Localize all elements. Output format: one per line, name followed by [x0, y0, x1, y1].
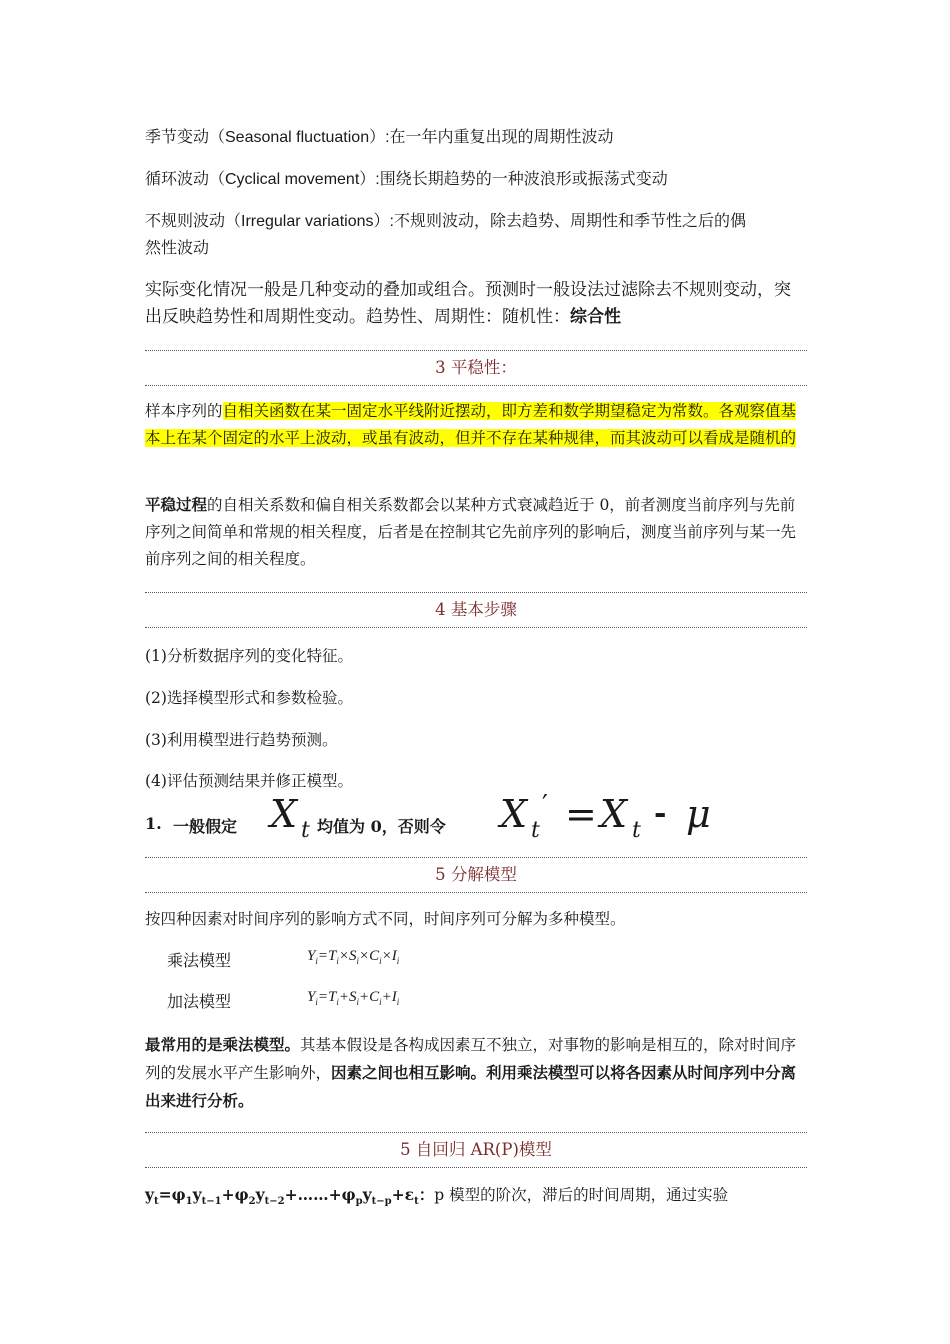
c-var: C [369, 948, 380, 964]
stationary-process-bold: 平稳过程 [145, 495, 208, 514]
phi-var: φ [341, 1185, 356, 1204]
sub: t [154, 1196, 159, 1208]
op: = [158, 1185, 172, 1204]
sub: i [356, 997, 359, 1007]
y-var: y [145, 1185, 155, 1204]
summary-paragraph [145, 277, 807, 331]
multiplicative-explanation [145, 1031, 807, 1115]
i-var: I [391, 989, 397, 1005]
sub: 1 [185, 1196, 193, 1208]
y-var: y [362, 1185, 372, 1204]
equals-sign: = [565, 792, 597, 836]
section-heading-stationarity: 3 平稳性： [145, 350, 807, 386]
irregular-definition-line2: 然性波动 [145, 240, 210, 257]
op: = [317, 948, 328, 964]
irregular-definition-line1: 不规则波动（Irregular variations）:不规则波动，除去趋势、周期性和季节性之后的偶 [145, 213, 746, 230]
seasonal-definition: 季节变动（Seasonal fluctuation）:在一年内重复出现的周期性波动 [145, 129, 614, 146]
multiplicative-formula [307, 948, 399, 966]
t-subscript: t [301, 818, 310, 843]
explanation-text: 其基本假设是各构成因素互不独立，对事物的影响是相互的，除对时间序列的发展水平产生影响外， [145, 1036, 797, 1082]
mu-symbol: μ [686, 792, 711, 836]
stationary-process-paragraph [145, 491, 807, 573]
ar-formula [145, 1185, 435, 1208]
op: + [338, 989, 349, 1005]
assumption-number: 1. [145, 814, 162, 833]
section-heading-ar-model: 5 自回归 AR(P)模型 [145, 1132, 807, 1168]
stationary-process-text: 的自相关系数和偏自相关系数都会以某种方式衰减趋近于 0，前者测度当前序列与先前序列之间简单和常规的相关程度，后者是在控制其它先前序列的影响后，测度当前序列与某一先前序列之间的相关程度。 [145, 496, 797, 568]
t-subscript: t [531, 818, 540, 843]
multiplicative-model [167, 948, 807, 975]
sub: t [414, 1196, 419, 1208]
sub: t−2 [264, 1196, 285, 1208]
op: + [391, 1185, 405, 1204]
additive-model [167, 989, 807, 1016]
y-var: y [192, 1185, 202, 1204]
op: + [358, 989, 370, 1005]
minus-sign: - [654, 796, 667, 831]
sub: t−1 [201, 1196, 222, 1208]
assumption-label: 一般假定 [173, 817, 238, 836]
section-heading-basic-steps: 4 基本步骤 [145, 592, 807, 628]
x-symbol: X [600, 792, 628, 836]
step-item: (1)分析数据序列的变化特征。 [145, 647, 353, 665]
additive-model-name: 加法模型 [167, 992, 232, 1011]
additive-formula [307, 989, 399, 1007]
x-symbol: X [270, 792, 298, 836]
sub: 2 [248, 1196, 256, 1208]
phi-var: φ [171, 1185, 186, 1204]
zero-mean-assumption [145, 790, 807, 850]
sub: i [396, 956, 400, 966]
sub: i [336, 997, 339, 1007]
op: + [221, 1185, 235, 1204]
ellipsis: …… [297, 1185, 329, 1204]
epsilon-var: ε [404, 1185, 415, 1204]
sub: i [396, 997, 400, 1007]
stationarity-paragraph [145, 398, 807, 452]
sub: i [315, 956, 318, 966]
multiplicative-model-name: 乘法模型 [167, 951, 232, 970]
t-subscript: t [632, 818, 641, 843]
sub: i [356, 956, 359, 966]
s-var: S [348, 948, 357, 964]
c-var: C [369, 989, 380, 1005]
cyclical-definition: 循环波动（Cyclical movement）:围绕长期趋势的一种波浪形或振荡式变动 [145, 171, 668, 188]
sub: i [379, 956, 382, 966]
prime-mark: ′ [542, 790, 548, 820]
op: + [381, 989, 392, 1005]
t-var: T [327, 948, 337, 964]
x-prime-symbol: X [500, 792, 528, 836]
step-item: (2)选择模型形式和参数检验。 [145, 689, 353, 707]
op: × [358, 948, 370, 964]
summary-text: 实际变化情况一般是几种变动的叠加或组合。预测时一般设法过滤除去不规则变动，突出反映趋势性和周期性变动。趋势性、周期性：随机性： [145, 280, 791, 327]
decomposition-intro: 按四种因素对时间序列的影响方式不同，时间序列可分解为多种模型。 [145, 910, 626, 928]
explanation-bold-tail: 因素之间也相互影响。利用乘法模型可以将各因素从时间序列中分离出来进行分析。 [145, 1063, 797, 1110]
y-var: Y [307, 989, 316, 1005]
explanation-bold-lead: 最常用的是乘法模型。 [145, 1035, 301, 1054]
phi-var: φ [234, 1185, 249, 1204]
sub: i [315, 997, 318, 1007]
step-item: (4)评估预测结果并修正模型。 [145, 772, 353, 790]
y-var: Y [307, 948, 316, 964]
sub: i [379, 997, 382, 1007]
stationarity-highlight: 自相关函数在某一固定水平线附近摆动，即方差和数学期望稳定为常数。各观察值基本上在某个固定的水平上波动，或虽有波动，但并不存在某种规律，而其波动可以看成是随机的 [145, 402, 797, 447]
op: × [381, 948, 392, 964]
sub: i [336, 956, 339, 966]
op: = [317, 989, 328, 1005]
ar-model-equation [145, 1181, 807, 1215]
sub: t−p [371, 1196, 392, 1208]
stationarity-prefix: 样本序列的 [145, 402, 223, 420]
i-var: I [391, 948, 397, 964]
op: + [328, 1185, 342, 1204]
step-item: (3)利用模型进行趋势预测。 [145, 731, 338, 749]
summary-bold: 综合性 [570, 307, 621, 327]
y-var: y [255, 1185, 265, 1204]
ar-description: p 模型的阶次，滞后的时间周期，通过实验 [434, 1186, 729, 1204]
op: + [284, 1185, 298, 1204]
t-var: T [327, 989, 337, 1005]
assumption-condition: 均值为 0，否则令 [317, 817, 446, 836]
colon: ： [418, 1185, 435, 1204]
section-heading-decomposition: 5 分解模型 [145, 857, 807, 893]
sub: p [355, 1196, 363, 1208]
s-var: S [348, 989, 357, 1005]
op: × [338, 948, 349, 964]
